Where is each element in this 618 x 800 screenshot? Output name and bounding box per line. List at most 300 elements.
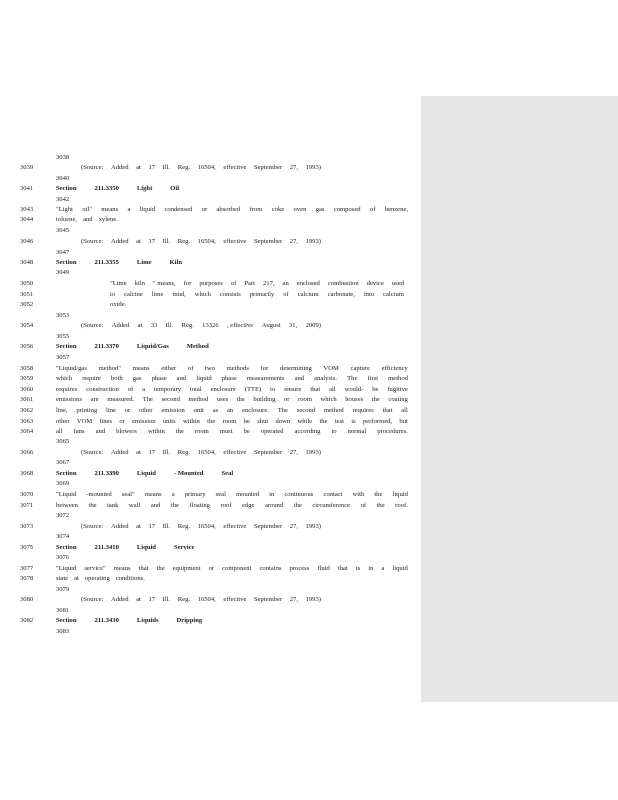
body-text-word: the (236, 396, 245, 403)
body-text-word: for (183, 280, 192, 287)
line-number: 3062 (20, 407, 34, 414)
body-text-word: and (150, 502, 161, 509)
body-text-word: room (194, 428, 209, 435)
body-text-word: while (297, 418, 313, 425)
body-text-word: other (56, 418, 70, 425)
body-text-word: Part (244, 280, 255, 287)
source-note (81, 595, 321, 604)
body-text-word: component (222, 565, 252, 572)
line-number-subline: 3076 (56, 554, 70, 561)
body-text-line (56, 490, 408, 499)
line-number: 3050 (20, 280, 34, 287)
source-note-word: Reg. (177, 596, 191, 603)
body-text-word: analysis. (314, 375, 338, 382)
section-heading-word: Dripping (176, 617, 203, 624)
body-text-word: roof (220, 502, 232, 509)
source-note-word: effective (223, 523, 247, 530)
body-text-word: a (142, 386, 146, 393)
body-text-word: purposes (199, 280, 223, 287)
source-note-word: 16504, (197, 238, 216, 245)
source-note-word: 17 (148, 164, 156, 171)
line-number: 3080 (20, 596, 34, 603)
body-text-word: at (74, 575, 79, 582)
body-text-word: a (127, 206, 131, 213)
body-text-word: liquid (196, 375, 212, 382)
source-note-word: Added (110, 164, 129, 171)
body-text-word: the (175, 428, 184, 435)
section-heading (56, 616, 220, 625)
body-text-word: be (243, 418, 250, 425)
body-text-word: liquid (139, 206, 156, 213)
body-text-word: enclosure (210, 386, 236, 393)
body-text-word: lime (151, 291, 164, 298)
section-heading (56, 543, 212, 552)
body-text-word: which (320, 396, 337, 403)
body-text-word: measurements (246, 375, 285, 382)
body-text-word: be (243, 428, 250, 435)
body-text-word: or (124, 407, 131, 414)
source-note-word: effective (223, 238, 247, 245)
source-note-word: 27, (289, 523, 298, 530)
section-heading-word: Service (173, 544, 195, 551)
body-text-word: of (230, 280, 237, 287)
line-number: 3041 (20, 185, 34, 192)
body-text-word: carbonate, (327, 291, 355, 298)
source-note-word: Reg. (177, 449, 191, 456)
body-text-word: consists (219, 291, 241, 298)
body-text-line (56, 564, 408, 573)
body-text-word: phase (221, 375, 237, 382)
body-text-word: according (294, 428, 321, 435)
section-heading-word: 211.3410 (94, 544, 119, 551)
body-text-word: for (260, 365, 269, 372)
body-text-word: "Liquid (56, 565, 77, 572)
source-note-word: September (253, 523, 283, 530)
body-text-word: contact (323, 491, 343, 498)
body-text-word: that (138, 565, 149, 572)
body-text-line (110, 279, 404, 288)
body-text-word: all (329, 386, 336, 393)
body-text-word: fans (73, 428, 85, 435)
body-text-line (56, 364, 408, 373)
line-number-subline: 3042 (56, 196, 70, 203)
body-text-word: line (106, 407, 116, 414)
body-text-word: and (294, 375, 305, 382)
section-heading-word: 211.3430 (94, 617, 119, 624)
body-text-word: requires (352, 407, 374, 414)
source-note-word: August (261, 322, 281, 329)
source-note (81, 237, 321, 246)
body-text-word: continuous (284, 491, 314, 498)
body-text-word: an (226, 407, 234, 414)
line-number-subline: 3079 (56, 586, 70, 593)
source-note-word: Ill. (162, 449, 171, 456)
body-text-word: 217, (263, 280, 275, 287)
body-text-word: two (205, 365, 215, 372)
body-text-word: into (363, 291, 375, 298)
body-text-word: which (194, 291, 211, 298)
section-heading-word: 211.3390 (94, 470, 119, 477)
line-number-subline: 3053 (56, 312, 70, 319)
body-text-word: seal (215, 491, 226, 498)
source-note-word: Ill. (162, 238, 171, 245)
body-text-word: line, (56, 407, 68, 414)
body-text-word: uses (216, 396, 229, 403)
source-note-word: 1993) (305, 523, 321, 530)
body-text-line (110, 290, 404, 299)
source-note-word: 17 (148, 596, 156, 603)
body-text-word: but (399, 418, 408, 425)
body-text-word: or (283, 396, 290, 403)
body-text-word: first (367, 375, 379, 382)
section-heading-word: Section (56, 185, 77, 192)
body-text-word: to (110, 291, 116, 298)
section-heading-word: Section (56, 470, 77, 477)
body-text-word: to (331, 428, 337, 435)
source-note-word: 27, (289, 164, 298, 171)
body-text-word: performed, (362, 418, 393, 425)
body-text-word: kiln (134, 280, 145, 287)
body-text-word: and (176, 375, 187, 382)
source-note-word: Reg. (181, 322, 194, 329)
body-text-word: means (132, 365, 150, 372)
body-text-word: units (162, 418, 176, 425)
body-text-word: procedures. (377, 428, 408, 435)
body-text-word: conditions. (115, 575, 145, 582)
body-text-word: primarily (249, 291, 275, 298)
body-text-word: of (360, 502, 367, 509)
section-heading-word: Liquids (136, 617, 159, 624)
body-text-word: or (208, 565, 215, 572)
body-text-word: mounted (236, 491, 260, 498)
line-number-subline: 3065 (56, 438, 70, 445)
source-note-word: , effective (226, 322, 254, 329)
body-text-word: enclosure. (242, 407, 269, 414)
body-text-word: or (201, 206, 208, 213)
body-text-word: around (264, 502, 284, 509)
line-number: 3043 (20, 206, 34, 213)
line-number-subline: 3049 (56, 269, 70, 276)
source-note-word: 1993) (305, 164, 321, 171)
body-text-word: edge (241, 502, 255, 509)
source-note-word: 27, (289, 449, 298, 456)
body-text-word: all (401, 407, 408, 414)
source-note-word: (Source: (81, 449, 104, 456)
source-note-word: Added (110, 523, 129, 530)
section-heading-word: Section (56, 343, 77, 350)
body-text-word: that (382, 407, 393, 414)
section-heading (56, 258, 200, 267)
body-text-word: floating (189, 502, 210, 509)
source-note-word: Added (111, 322, 130, 329)
body-text-word: state (56, 575, 69, 582)
source-note-word: (Source: (81, 164, 104, 171)
line-number: 3070 (20, 491, 34, 498)
source-note-word: 16504, (197, 523, 216, 530)
body-text-word: the (376, 502, 385, 509)
section-heading-word: 211.3370 (94, 343, 119, 350)
body-text-word: coke (271, 206, 285, 213)
body-text-word: emission (161, 407, 185, 414)
source-note-word: effective (223, 449, 247, 456)
section-heading (56, 469, 251, 478)
body-text-word: of (127, 386, 134, 393)
body-text-word: process (289, 565, 310, 572)
source-note-word: at (137, 322, 143, 329)
source-note-word: September (253, 449, 283, 456)
body-text-word: "Liquid (56, 491, 77, 498)
line-number: 3051 (20, 291, 34, 298)
body-text-word: between (56, 502, 78, 509)
body-text-word: in (269, 491, 275, 498)
body-text-word: the (374, 491, 383, 498)
body-text-word: " means, (152, 280, 176, 287)
line-number: 3044 (20, 216, 34, 223)
body-text-word: a (381, 565, 385, 572)
section-heading-word: 211.3350 (94, 185, 119, 192)
source-note-word: at (136, 596, 141, 603)
body-text-word: efficiency (381, 365, 408, 372)
body-text-word: tank (107, 502, 119, 509)
body-text-word: unit (193, 407, 204, 414)
source-note-word: Ill. (162, 523, 171, 530)
source-note-word: September (253, 596, 283, 603)
body-text-word: "Light (56, 206, 73, 213)
section-heading-word: Seal (221, 470, 234, 477)
body-text-word: from (249, 206, 263, 213)
body-text-word: temporary (153, 386, 182, 393)
line-number: 3073 (20, 523, 34, 530)
body-text-word: within (147, 428, 165, 435)
body-text-word: determining (279, 365, 312, 372)
body-text-word: phase (151, 375, 167, 382)
body-text-word: "Liquid/gas (56, 365, 87, 372)
source-note-word: 17 (148, 449, 156, 456)
body-text-line (110, 300, 404, 309)
source-note-word: 27, (289, 596, 298, 603)
body-text-word: of (283, 291, 289, 298)
source-note-word: Ill. (165, 322, 174, 329)
body-text-word: mud, (172, 291, 186, 298)
body-text-word: the (319, 418, 328, 425)
source-note-word: 17 (148, 238, 156, 245)
body-text-word: houses (345, 396, 364, 403)
line-number-subline: 3083 (56, 628, 70, 635)
body-text-word: other (139, 407, 153, 414)
section-heading-word: Oil (170, 185, 180, 192)
body-text-word: the (371, 396, 380, 403)
source-note-word: effective (223, 164, 247, 171)
body-text-line (56, 205, 408, 214)
body-text-line (56, 417, 408, 426)
body-text-word: or (119, 418, 125, 425)
line-number-subline: 3067 (56, 459, 70, 466)
section-heading-word: Liquid (136, 470, 156, 477)
source-note-word: 16504, (197, 449, 216, 456)
body-text-word: circumference (312, 502, 351, 509)
body-text-word: operated (260, 428, 284, 435)
body-text-word: method" (98, 365, 122, 372)
body-text-word: that (310, 386, 321, 393)
source-note-word: 1993) (305, 449, 321, 456)
body-text-word: requires (56, 386, 78, 393)
body-text-word: construction (86, 386, 119, 393)
body-text-word: operating (84, 575, 110, 582)
body-text-word: second (161, 396, 180, 403)
body-text-word: fugitive (387, 386, 408, 393)
body-text-word: and (95, 428, 106, 435)
body-text-line (56, 395, 408, 404)
body-text-line (56, 574, 408, 583)
body-text-word: a (171, 491, 175, 498)
section-heading (56, 184, 197, 193)
source-note-word: Reg. (177, 164, 191, 171)
source-note-word: Reg. (177, 238, 191, 245)
source-note (81, 163, 321, 172)
body-text-word: the (170, 502, 179, 509)
body-text-line (56, 501, 408, 510)
body-text-word: lines (99, 418, 113, 425)
line-number: 3059 (20, 375, 34, 382)
line-number: 3058 (20, 365, 34, 372)
body-text-word: would- (344, 386, 364, 393)
body-text-word: shut (257, 418, 269, 425)
line-number: 3068 (20, 470, 34, 477)
body-text-word: composed (333, 206, 361, 213)
body-text-word: room (298, 396, 312, 403)
source-note-word: (Source: (81, 523, 104, 530)
source-note-word: 17 (148, 523, 156, 530)
body-text-word: within (182, 418, 200, 425)
section-heading-word: 211.3355 (94, 259, 119, 266)
line-number-subline: 3045 (56, 227, 70, 234)
body-text-word: the (88, 502, 97, 509)
body-text-word: The (277, 407, 288, 414)
line-number-subline: 3069 (56, 480, 70, 487)
section-heading-word: Section (56, 617, 77, 624)
body-text-word: VOM (323, 365, 339, 372)
section-heading (56, 342, 227, 351)
body-text-line (56, 215, 408, 224)
body-text-word: device (366, 280, 384, 287)
body-text-word: seal" (121, 491, 135, 498)
source-note-word: (Source: (81, 238, 104, 245)
body-text-word: the (293, 502, 302, 509)
source-note-word: at (136, 164, 141, 171)
body-text-word: calcine (124, 291, 143, 298)
body-text-word: all (56, 428, 63, 435)
line-number: 3066 (20, 449, 34, 456)
source-note-word: Added (110, 596, 129, 603)
body-text-word: measured. (107, 396, 135, 403)
line-number: 3077 (20, 565, 34, 572)
body-text-word: gas (132, 375, 142, 382)
body-text-word: which (56, 375, 73, 382)
body-text-word: both (110, 375, 123, 382)
line-number-subline: 3038 (56, 154, 70, 161)
body-text-word: gas (315, 206, 325, 213)
source-note-word: Reg. (177, 523, 191, 530)
source-note (81, 522, 321, 531)
source-note-word: (Source: (81, 596, 104, 603)
body-text-word: VOM (76, 418, 93, 425)
body-text-word: combustion (327, 280, 359, 287)
body-text-word: methods (226, 365, 249, 372)
section-heading-word: Method (186, 343, 209, 350)
body-text-word: means (101, 206, 119, 213)
source-note-word: 31, (288, 322, 298, 329)
source-note-word: at (136, 449, 141, 456)
source-note-word: 16504, (197, 596, 216, 603)
body-text-word: contains (259, 565, 282, 572)
body-text-word: building (253, 396, 276, 403)
body-text-word: equipment (172, 565, 201, 572)
body-text-word: the (156, 565, 165, 572)
body-text-word: down (275, 418, 291, 425)
source-note-word: September (253, 238, 283, 245)
section-heading-word: Light (136, 185, 153, 192)
source-note-word: at (136, 238, 141, 245)
section-heading-word: Section (56, 544, 77, 551)
body-text-word: room (222, 418, 237, 425)
body-text-word: an (282, 280, 289, 287)
body-text-word: are (90, 396, 99, 403)
body-text-word: coating (388, 396, 408, 403)
body-text-word: emissions (56, 396, 83, 403)
body-text-word: with (352, 491, 365, 498)
body-text-word: as (212, 407, 219, 414)
line-number: 3082 (20, 617, 34, 624)
source-note-word: 2009) (305, 322, 321, 329)
body-text-word: (TTE) (244, 386, 262, 393)
line-number: 3071 (20, 502, 34, 509)
line-number-subline: 3057 (56, 354, 70, 361)
source-note-word: effective (223, 596, 247, 603)
line-number: 3048 (20, 259, 34, 266)
body-text-line (56, 374, 408, 383)
body-text-word: primary (184, 491, 206, 498)
body-text-word: that (337, 565, 348, 572)
line-number: 3078 (20, 575, 34, 582)
body-text-word: the (207, 418, 216, 425)
body-text-word: xylene. (98, 216, 118, 223)
line-number: 3064 (20, 428, 34, 435)
body-text-word: "Lime (110, 280, 127, 287)
source-note-word: 1993) (305, 238, 321, 245)
line-number-subline: 3081 (56, 607, 70, 614)
source-note-word: Ill. (162, 164, 171, 171)
body-text-word: oven (293, 206, 307, 213)
source-note-word: 27, (289, 238, 298, 245)
source-note-word: (Source: (81, 322, 104, 329)
line-number-subline: 3040 (56, 175, 70, 182)
body-text-word: toluene, (56, 216, 78, 223)
section-heading-word: Section (56, 259, 77, 266)
source-note (81, 321, 321, 330)
body-text-word: be (372, 386, 379, 393)
body-text-word: wall (128, 502, 141, 509)
body-text-word: either (161, 365, 177, 372)
section-heading-word: - Mounted (173, 470, 204, 477)
source-note-word: 1993) (305, 596, 321, 603)
body-text-word: is (355, 565, 361, 572)
body-text-word: absorbed (216, 206, 241, 213)
line-number: 3075 (20, 544, 34, 551)
source-note-word: Added (110, 238, 129, 245)
body-text-word: liquid (392, 565, 408, 572)
body-text-word: enclosed (296, 280, 320, 287)
body-text-word: calcium (297, 291, 319, 298)
